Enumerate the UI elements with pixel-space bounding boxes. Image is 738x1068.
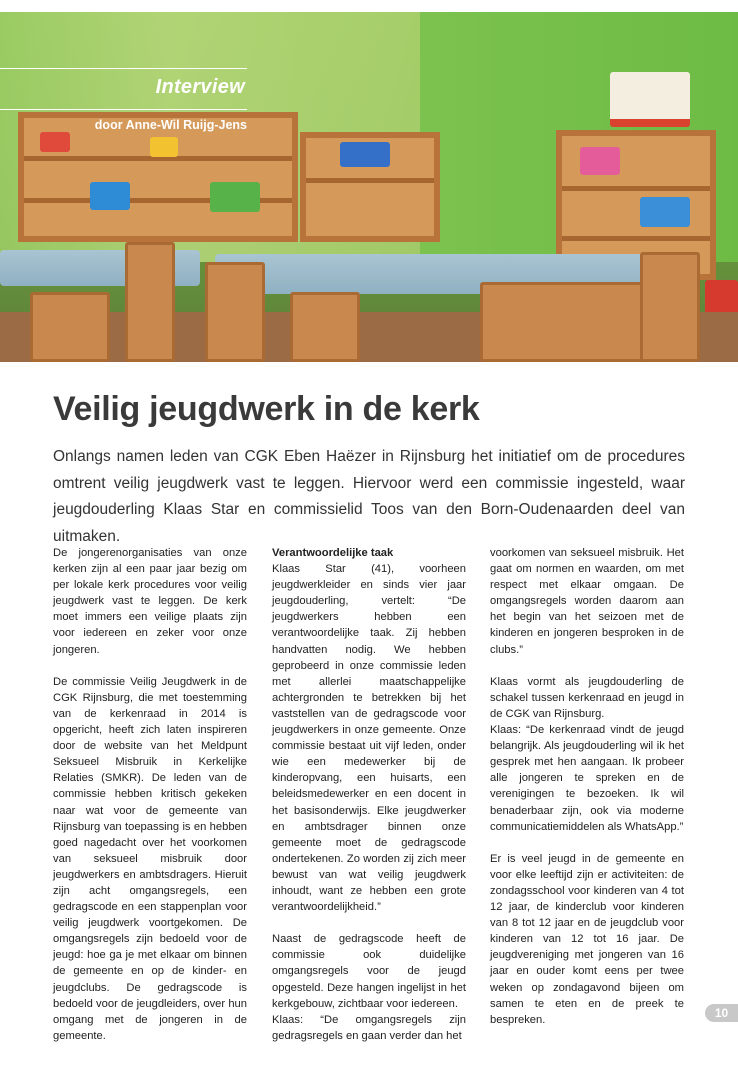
article-column-2 xyxy=(272,545,466,1044)
hero-toy xyxy=(340,142,390,167)
hero-chair xyxy=(640,252,700,362)
section-label: Interview xyxy=(155,76,245,98)
byline: door Anne-Wil Ruijg-Jens xyxy=(94,118,247,132)
article-column-3 xyxy=(490,545,684,1028)
paragraph: De jongerenorganisaties van onze kerken zijn al een paar jaar bezig om per lokale kerk procedures voor veilig jeugdwerk vast te leggen. De kerk moet immers een veilige plaats zijn voor iedereen en zeker voor onze jongeren. xyxy=(53,547,247,656)
subheading: Verantwoordelijke taak xyxy=(272,547,394,559)
paragraph: Klaas Star (41), voorheen jeugdwerkleider en sinds vier jaar jeugdouderling, vertelt: “De jeugdwerkers hebben een verantwoordelijke taak. Zij hebben handvatten nodig. We hebben geprobeerd in onze commissie leden met allerlei maatschappelijke achtergronden te betrekken bij het vaststellen van de gedragscode voor jeugdwerkers in onze gemeente. Onze commissie bestaat uit vijf leden, onder wie een medewerker bij de kinderopvang, een huisarts, een beleidsmedewerker en een docent in het basisonderwijs. Elke jeugdwerker en ambtsdrager binnen onze gemeente moet de gedragscode ondertekenen. Zo worden zij zich meer bewust van wat veilig jeugdwerk inhoudt, want ze hebben een grote verantwoordelijkheid.” xyxy=(272,563,466,914)
article-title: Veilig jeugdwerk in de kerk xyxy=(53,390,480,428)
hero-toy xyxy=(580,147,620,175)
hero-chair xyxy=(205,262,265,362)
article-column-1 xyxy=(53,545,247,1044)
paragraph: De commissie Veilig Jeugdwerk in de CGK Rijnsburg, die met toestemming van de kerkenraad in 2014 is opgericht, heeft zich laten inspireren door de website van het Meldpunt Seksueel Misbruik in Kerkelijke Relaties (SMKR). De leden van de commissie hebben kritisch gekeken naar wat voor de gemeente van Rijnsburg van toepassing is en hebben goed nagedacht over het voorkomen van seksueel misbruik door jeugdwerkers en ambtsdragers. Hieruit zijn acht omgangsregels, een gedragscode en een stappenplan voor veilig jeugdwerk voortgekomen. De omgangsregels zijn bedoeld voor de jeugd: hoe ga je met elkaar om binnen de gemeente en op de kinder- en jeugdclubs. De gedragscode is bedoeld voor de jeugdleiders, over hun omgang met de jongeren in de gemeente. xyxy=(53,675,247,1042)
hero-classroom-image xyxy=(0,12,738,362)
interview-band xyxy=(0,68,247,110)
hero-chair xyxy=(290,292,360,362)
hero-chair xyxy=(480,282,650,362)
page-number: 10 xyxy=(705,1004,738,1022)
paragraph: voorkomen van seksueel misbruik. Het gaat om normen en waarden, om met respect met elkaar omgaan. De omgangsregels worden daarom aan het begin van het seizoen met de kinderen en jongeren besproken in de clubs.” xyxy=(490,547,684,656)
paragraph: Naast de gedragscode heeft de commissie ook duidelijke omgangsregels voor de jeugd opgesteld. Deze hangen ingelijst in het kerkgebouw, zichtbaar voor iedereen. xyxy=(272,933,466,1010)
hero-toy xyxy=(610,72,690,127)
article-intro: Onlangs namen leden van CGK Eben Haëzer in Rijnsburg het initiatief om de procedures omtrent veilig jeugdwerk vast te leggen. Hiervoor werd een commissie ingesteld, waar jeugdouderling Klaas Star en commissielid Toos van den Born-Oudenaarden deel van uitmaken. xyxy=(53,448,685,545)
paragraph: Klaas: “De kerkenraad vindt de jeugd belangrijk. Als jeugdouderling wil ik het gesprek met hen aangaan. Ik probeer alle jongeren te spreken en de verenigingen te bezoeken. Ik wil benaderbaar zijn, ook via moderne communicatiemiddelen als WhatsApp.” xyxy=(490,724,684,833)
hero-chair xyxy=(30,292,110,362)
paragraph: Klaas: “De omgangsregels zijn gedragsregels en gaan verder dan het xyxy=(272,1013,466,1042)
hero-toy xyxy=(210,182,260,212)
hero-toy xyxy=(640,197,690,227)
hero-toy xyxy=(150,137,178,157)
hero-toy xyxy=(90,182,130,210)
hero-chair xyxy=(125,242,175,362)
paragraph: Klaas vormt als jeugdouderling de schakel tussen kerkenraad en jeugd in de CGK van Rijnsburg. xyxy=(490,675,684,720)
paragraph: Er is veel jeugd in de gemeente en voor elke leeftijd zijn er activiteiten: de zondagsschool voor kinderen van 4 tot 12 jaar, de kinderclub voor kinderen van 8 tot 12 jaar en de jeugdclub voor kinderen van 12 tot 16 jaar. De jeugdvereniging met jongeren van 16 jaar en ouder komt eens per twee weken op zondagavond bijeen om samen te eten en de preek te bespreken. xyxy=(490,852,684,1026)
hero-toy xyxy=(40,132,70,152)
